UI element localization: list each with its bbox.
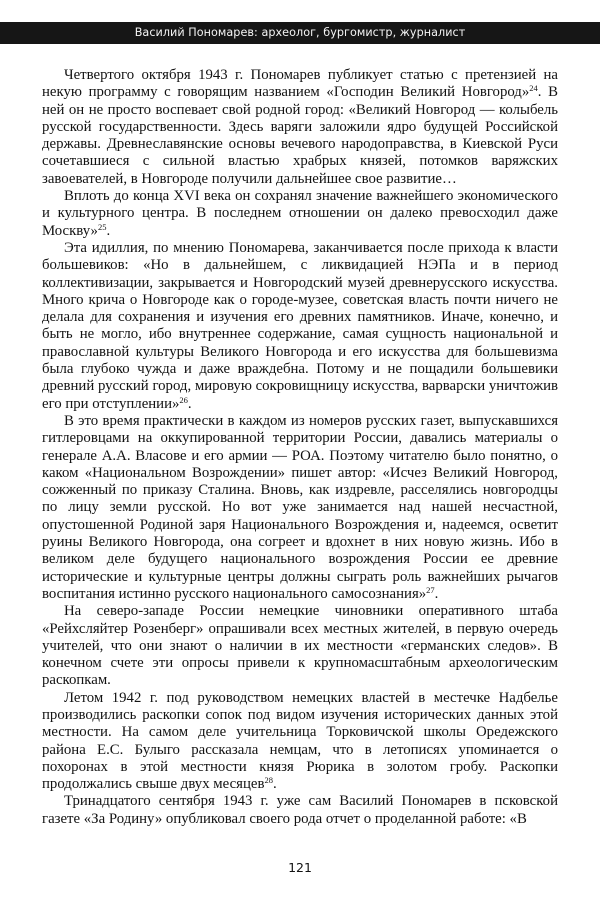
- paragraph: Тринадцатого сентября 1943 г. уже сам Василий Пономарев в псковской газете «За Родину» опубликовал своего рода отчет о проделанной работе: «В: [42, 793, 558, 827]
- footnote-ref: 25: [97, 221, 107, 232]
- footnote-ref: 28: [264, 775, 273, 786]
- paragraph: Четвертого октября 1943 г. Пономарев публикует статью с претензией на некую программу с говорящим названием «Господин Великий Новгород»$^{24}$. В ней он не просто воспевает свой родной город: «Великий Новгород — колыбель русской государственности. Здесь варяги заложили ядро будущей Российской державы. Древнеславянские основы вечевого народоправства, в Киевской Руси сочетавшиеся с сильной властью храбрых князей, потомков варяжских завоевателей, в Новгороде получили дальнейшее свое развитие…: [42, 67, 558, 187]
- footnote-ref: 27: [426, 584, 435, 595]
- main-text: [42, 67, 558, 828]
- page-number: 121: [288, 860, 312, 875]
- paragraph: На северо-западе России немецкие чиновники оперативного штаба «Рейхсляйтер Розенберг» опрашивали всех местных жителей, в первую очередь учителей, что они знают о наличии в их местности «германских следов». В конечном счете эти опросы привели к крупномасштабным археологическим раскопкам.: [42, 603, 558, 689]
- paragraph: Вплоть до конца XVI века он сохранял значение важнейшего экономического и культурного центра. В последнем отношении он далеко превосходил даже Москву»$^{25}$.: [42, 188, 558, 239]
- running-header-title: Василий Пономарев: археолог, бургомистр, журналист: [134, 26, 466, 39]
- paragraph: Эта идиллия, по мнению Пономарева, заканчивается после прихода к власти большевиков: «Но в дальнейшем, с ликвидацией НЭПа и в период коллективизации, закрывается и Новгородский музей древнерусского искусства. Много крича о Новгороде как о городе-музее, советская власть почти ничего не делала для сохранения и изучения его древних памятников. Иначе, конечно, и быть не могло, ибо внутреннее содержание, самая сущность национальной и православной культуры Великого Новгорода и его искусства для большевизма была глубоко чужда и даже враждебна. Потому и не пощадили большевики древний русский город, мировую сокровищницу искусства, варварски уничтожив его при отступлении»$^{26}$.: [42, 239, 558, 412]
- paragraph: Летом 1942 г. под руководством немецких властей в местечке Надбелье производились раскопки сопок под видом изучения исторических данных этой местности. На самом деле учительница Торковичской школы Оредежского района Е.С. Булыго рассказала немцам, что в летописях упоминается о похоронах в этой местности князя Рюрика в золотом гробу. Раскопки продолжались свыше двух месяцев$^{28}$.: [42, 689, 558, 793]
- footnote-ref: 24: [529, 83, 538, 94]
- running-header: [0, 22, 600, 44]
- footnote-ref: 26: [179, 394, 188, 405]
- paragraph: В это время практически в каждом из номеров русских газет, выпускавшихся гитлеровцами на оккупированной территории России, давались материалы о генерале А.А. Власове и его армии — РОА. Поэтому читателю было понятно, о каком «Национальном Возрождении» пишет автор: «Исчез Великий Новгород, сожженный по приказу Сталина. Вновь, как издревле, расселялись новгородцы по лицу земли русской. Но вот уже занимается над нашей несчастной, опустошенной Родиной заря Национального Возрождения и, надеемся, осветит руины Великого Новгорода, она согреет и вдохнет в них новую жизнь. Ибо в великом деле будущего национального возрождения России ее древние исторические и культурные центры должны сыграть роль важнейших рычагов воспитания истинно русского национального самосознания»$^{27}$.: [42, 412, 558, 602]
